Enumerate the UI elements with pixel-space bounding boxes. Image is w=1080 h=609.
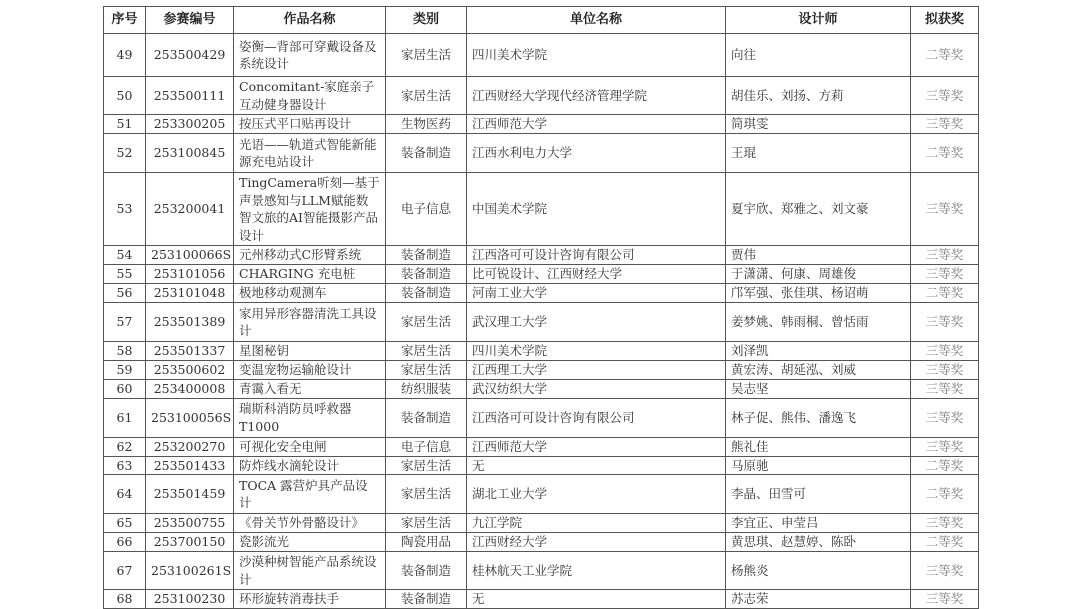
cell-category: 家居生活 bbox=[386, 303, 467, 342]
cell-no: 61 bbox=[104, 398, 146, 437]
cell-unit: 湖北工业大学 bbox=[467, 475, 726, 514]
cell-code: 253500602 bbox=[146, 361, 234, 380]
cell-prize: 三等奖 bbox=[911, 173, 979, 246]
cell-category: 家居生活 bbox=[386, 77, 467, 115]
table-row bbox=[104, 552, 979, 590]
cell-designer: 王琨 bbox=[726, 134, 911, 173]
table-row bbox=[104, 77, 979, 115]
cell-title: 星图秘钥 bbox=[234, 342, 386, 361]
cell-unit: 四川美术学院 bbox=[467, 342, 726, 361]
cell-no: 62 bbox=[104, 437, 146, 456]
cell-unit: 江西洛可可设计咨询有限公司 bbox=[467, 398, 726, 437]
cell-no: 50 bbox=[104, 77, 146, 115]
cell-unit: 无 bbox=[467, 456, 726, 475]
cell-designer: 林子促、熊伟、潘逸飞 bbox=[726, 398, 911, 437]
cell-category: 家居生活 bbox=[386, 456, 467, 475]
header-designer: 设计师 bbox=[726, 7, 911, 34]
cell-designer: 夏宇欣、郑雅之、刘文豪 bbox=[726, 173, 911, 246]
cell-title: 姿衡—背部可穿戴设备及系统设计 bbox=[234, 34, 386, 77]
cell-title: 可视化安全电闸 bbox=[234, 437, 386, 456]
table-row bbox=[104, 246, 979, 265]
cell-category: 家居生活 bbox=[386, 361, 467, 380]
cell-title: TOCA 露营炉具产品设计 bbox=[234, 475, 386, 514]
cell-title: 瓷影流光 bbox=[234, 533, 386, 552]
cell-title: 环形旋转消毒扶手 bbox=[234, 590, 386, 609]
cell-title: 元州移动式C形臂系统 bbox=[234, 246, 386, 265]
cell-prize: 三等奖 bbox=[911, 514, 979, 533]
cell-title: 防炸线水滴轮设计 bbox=[234, 456, 386, 475]
cell-unit: 江西师范大学 bbox=[467, 115, 726, 134]
cell-category: 家居生活 bbox=[386, 514, 467, 533]
header-prize: 拟获奖 bbox=[911, 7, 979, 34]
cell-prize: 三等奖 bbox=[911, 398, 979, 437]
cell-category: 装备制造 bbox=[386, 590, 467, 609]
cell-code: 253501459 bbox=[146, 475, 234, 514]
cell-no: 63 bbox=[104, 456, 146, 475]
table-row bbox=[104, 437, 979, 456]
cell-code: 253500755 bbox=[146, 514, 234, 533]
cell-unit: 河南工业大学 bbox=[467, 284, 726, 303]
cell-unit: 江西财经大学现代经济管理学院 bbox=[467, 77, 726, 115]
table-row bbox=[104, 380, 979, 399]
cell-prize: 三等奖 bbox=[911, 77, 979, 115]
cell-unit: 无 bbox=[467, 590, 726, 609]
cell-unit: 武汉纺织大学 bbox=[467, 380, 726, 399]
cell-unit: 四川美术学院 bbox=[467, 34, 726, 77]
cell-designer: 吴志坚 bbox=[726, 380, 911, 399]
header-category: 类别 bbox=[386, 7, 467, 34]
table-row bbox=[104, 265, 979, 284]
cell-unit: 九江学院 bbox=[467, 514, 726, 533]
cell-designer: 黄思琪、赵慧婷、陈卧 bbox=[726, 533, 911, 552]
header-no: 序号 bbox=[104, 7, 146, 34]
cell-code: 253101048 bbox=[146, 284, 234, 303]
cell-unit: 武汉理工大学 bbox=[467, 303, 726, 342]
cell-no: 65 bbox=[104, 514, 146, 533]
cell-no: 67 bbox=[104, 552, 146, 590]
cell-no: 68 bbox=[104, 590, 146, 609]
table-body bbox=[104, 34, 979, 609]
cell-designer: 马原驰 bbox=[726, 456, 911, 475]
cell-category: 装备制造 bbox=[386, 284, 467, 303]
cell-category: 家居生活 bbox=[386, 34, 467, 77]
cell-designer: 简琪雯 bbox=[726, 115, 911, 134]
cell-unit: 中国美术学院 bbox=[467, 173, 726, 246]
cell-prize: 二等奖 bbox=[911, 34, 979, 77]
table-row bbox=[104, 398, 979, 437]
cell-code: 253100066S bbox=[146, 246, 234, 265]
table-row bbox=[104, 475, 979, 514]
table-row bbox=[104, 533, 979, 552]
table-row bbox=[104, 173, 979, 246]
cell-no: 64 bbox=[104, 475, 146, 514]
table-row bbox=[104, 284, 979, 303]
cell-no: 51 bbox=[104, 115, 146, 134]
cell-title: 沙漠种树智能产品系统设计 bbox=[234, 552, 386, 590]
cell-code: 253500429 bbox=[146, 34, 234, 77]
cell-no: 52 bbox=[104, 134, 146, 173]
cell-prize: 三等奖 bbox=[911, 342, 979, 361]
cell-designer: 李晶、田雪可 bbox=[726, 475, 911, 514]
cell-code: 253501433 bbox=[146, 456, 234, 475]
table-row bbox=[104, 115, 979, 134]
cell-title: 按压式平口贴再设计 bbox=[234, 115, 386, 134]
award-table bbox=[103, 6, 979, 609]
cell-title: 《骨关节外骨骼设计》 bbox=[234, 514, 386, 533]
cell-designer: 胡佳乐、刘扬、方莉 bbox=[726, 77, 911, 115]
cell-title: CHARGING 充电桩 bbox=[234, 265, 386, 284]
cell-code: 253100845 bbox=[146, 134, 234, 173]
table-row bbox=[104, 34, 979, 77]
cell-prize: 二等奖 bbox=[911, 533, 979, 552]
cell-no: 58 bbox=[104, 342, 146, 361]
cell-code: 253501389 bbox=[146, 303, 234, 342]
cell-title: Concomitant-家庭亲子互动健身器设计 bbox=[234, 77, 386, 115]
table-row bbox=[104, 303, 979, 342]
cell-unit: 江西水利电力大学 bbox=[467, 134, 726, 173]
header-title: 作品名称 bbox=[234, 7, 386, 34]
cell-code: 253200041 bbox=[146, 173, 234, 246]
table-row bbox=[104, 134, 979, 173]
cell-no: 57 bbox=[104, 303, 146, 342]
cell-unit: 江西师范大学 bbox=[467, 437, 726, 456]
cell-no: 56 bbox=[104, 284, 146, 303]
cell-code: 253500111 bbox=[146, 77, 234, 115]
cell-prize: 三等奖 bbox=[911, 552, 979, 590]
table-row bbox=[104, 456, 979, 475]
cell-category: 装备制造 bbox=[386, 552, 467, 590]
cell-prize: 二等奖 bbox=[911, 284, 979, 303]
cell-code: 253100230 bbox=[146, 590, 234, 609]
cell-code: 253101056 bbox=[146, 265, 234, 284]
cell-title: 瑞斯科消防员呼救器T1000 bbox=[234, 398, 386, 437]
cell-designer: 刘泽凯 bbox=[726, 342, 911, 361]
cell-no: 53 bbox=[104, 173, 146, 246]
cell-code: 253400008 bbox=[146, 380, 234, 399]
cell-category: 生物医药 bbox=[386, 115, 467, 134]
cell-category: 纺织服装 bbox=[386, 380, 467, 399]
cell-code: 253300205 bbox=[146, 115, 234, 134]
table-header-row bbox=[104, 7, 979, 34]
table-row bbox=[104, 514, 979, 533]
cell-prize: 三等奖 bbox=[911, 380, 979, 399]
cell-category: 装备制造 bbox=[386, 134, 467, 173]
cell-designer: 苏志荣 bbox=[726, 590, 911, 609]
cell-no: 55 bbox=[104, 265, 146, 284]
cell-code: 253501337 bbox=[146, 342, 234, 361]
cell-no: 54 bbox=[104, 246, 146, 265]
cell-designer: 杨熊炎 bbox=[726, 552, 911, 590]
cell-title: 光语——轨道式智能新能源充电站设计 bbox=[234, 134, 386, 173]
cell-designer: 向往 bbox=[726, 34, 911, 77]
cell-title: TingCamera听刻—基于声景感知与LLM赋能数智文旅的AI智能摄影产品设计 bbox=[234, 173, 386, 246]
cell-title: 极地移动观测车 bbox=[234, 284, 386, 303]
cell-no: 66 bbox=[104, 533, 146, 552]
cell-prize: 三等奖 bbox=[911, 115, 979, 134]
cell-prize: 三等奖 bbox=[911, 437, 979, 456]
cell-category: 家居生活 bbox=[386, 342, 467, 361]
cell-prize: 三等奖 bbox=[911, 265, 979, 284]
cell-designer: 黄宏涛、胡延泓、刘威 bbox=[726, 361, 911, 380]
cell-code: 253200270 bbox=[146, 437, 234, 456]
header-code: 参赛编号 bbox=[146, 7, 234, 34]
cell-category: 装备制造 bbox=[386, 246, 467, 265]
cell-designer: 邝军强、张佳琪、杨诏萌 bbox=[726, 284, 911, 303]
cell-designer: 李宜正、申莹吕 bbox=[726, 514, 911, 533]
cell-no: 60 bbox=[104, 380, 146, 399]
cell-unit: 江西理工大学 bbox=[467, 361, 726, 380]
cell-unit: 江西财经大学 bbox=[467, 533, 726, 552]
cell-designer: 贾伟 bbox=[726, 246, 911, 265]
cell-prize: 二等奖 bbox=[911, 456, 979, 475]
cell-designer: 熊礼佳 bbox=[726, 437, 911, 456]
cell-unit: 江西洛可可设计咨询有限公司 bbox=[467, 246, 726, 265]
cell-code: 253100056S bbox=[146, 398, 234, 437]
cell-category: 电子信息 bbox=[386, 173, 467, 246]
cell-title: 青霭入看无 bbox=[234, 380, 386, 399]
cell-unit: 桂林航天工业学院 bbox=[467, 552, 726, 590]
header-unit: 单位名称 bbox=[467, 7, 726, 34]
cell-code: 253700150 bbox=[146, 533, 234, 552]
cell-prize: 三等奖 bbox=[911, 303, 979, 342]
cell-prize: 二等奖 bbox=[911, 134, 979, 173]
cell-no: 59 bbox=[104, 361, 146, 380]
cell-category: 陶瓷用品 bbox=[386, 533, 467, 552]
cell-category: 家居生活 bbox=[386, 475, 467, 514]
cell-unit: 比可锐设计、江西财经大学 bbox=[467, 265, 726, 284]
cell-title: 家用异形容器清洗工具设计 bbox=[234, 303, 386, 342]
cell-no: 49 bbox=[104, 34, 146, 77]
cell-prize: 二等奖 bbox=[911, 475, 979, 514]
table-row bbox=[104, 361, 979, 380]
cell-category: 电子信息 bbox=[386, 437, 467, 456]
cell-code: 253100261S bbox=[146, 552, 234, 590]
cell-prize: 三等奖 bbox=[911, 246, 979, 265]
cell-designer: 姜梦姚、韩雨桐、曾恬雨 bbox=[726, 303, 911, 342]
table-row bbox=[104, 342, 979, 361]
cell-designer: 于潇潇、何康、周雄俊 bbox=[726, 265, 911, 284]
cell-category: 装备制造 bbox=[386, 265, 467, 284]
cell-prize: 三等奖 bbox=[911, 361, 979, 380]
cell-prize: 三等奖 bbox=[911, 590, 979, 609]
table-row bbox=[104, 590, 979, 609]
cell-title: 变温宠物运输舱设计 bbox=[234, 361, 386, 380]
cell-category: 装备制造 bbox=[386, 398, 467, 437]
